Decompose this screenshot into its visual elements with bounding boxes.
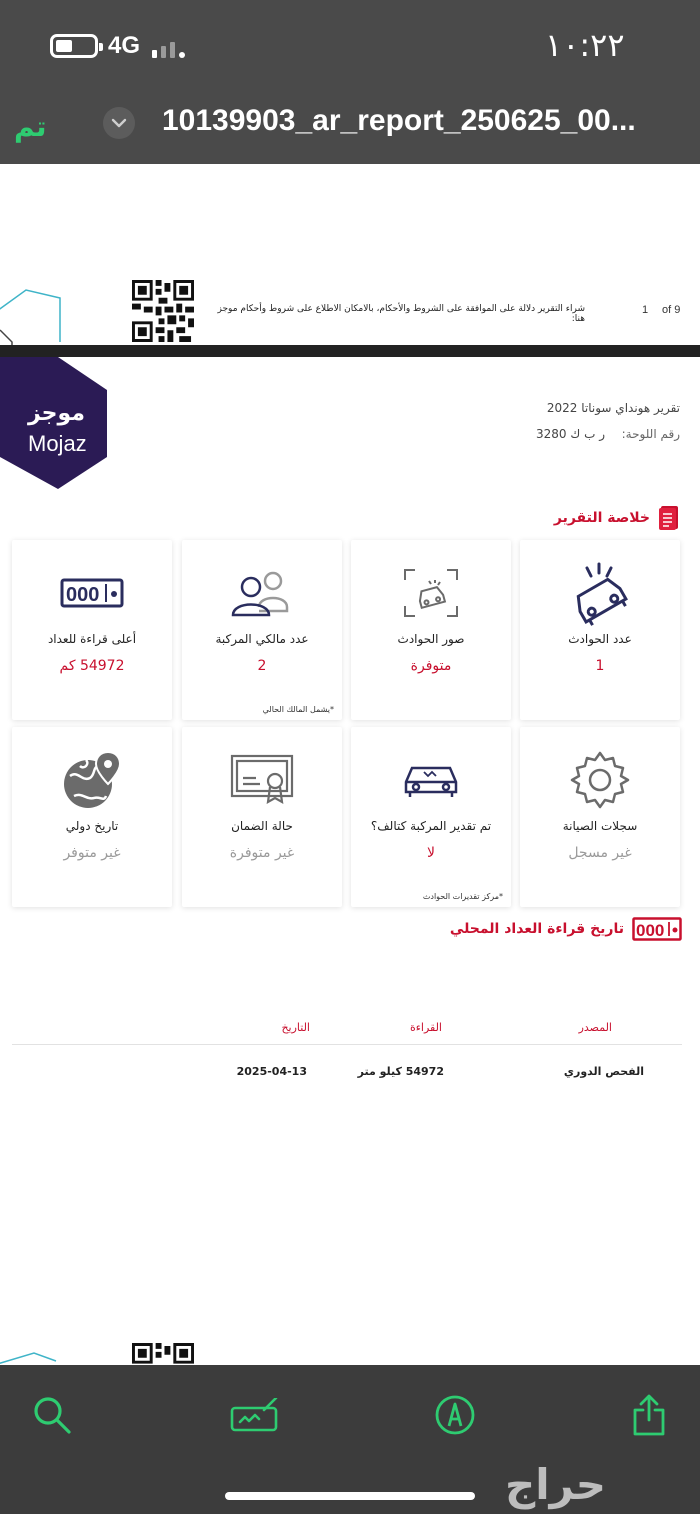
card-value: 54972 كم bbox=[59, 658, 125, 674]
summary-section-title: خلاصة التقرير bbox=[553, 510, 650, 526]
haraj-watermark: حراج bbox=[505, 1460, 607, 1509]
pdf-page-2 bbox=[0, 357, 700, 1365]
row-date: 2025-04-13 bbox=[236, 1065, 307, 1078]
page-separator bbox=[0, 345, 700, 357]
plate-value: ر ب ك 3280 bbox=[536, 427, 605, 441]
done-button[interactable]: تم bbox=[14, 110, 47, 143]
odometer-history-header bbox=[450, 917, 682, 941]
viewer-title-bar bbox=[0, 90, 700, 164]
file-name: 10139903_ar_report_250625_00... bbox=[162, 104, 636, 137]
card-value: 2 bbox=[257, 658, 267, 674]
card-accident-count bbox=[520, 540, 680, 720]
header-reading: القراءة bbox=[409, 1021, 442, 1034]
hexagon-decoration-icon bbox=[0, 1351, 70, 1365]
car-crash-icon bbox=[560, 558, 640, 628]
card-note: *يشمل المالك الحالي bbox=[262, 705, 334, 714]
qr-code-icon bbox=[132, 280, 194, 342]
owners-icon bbox=[222, 558, 302, 628]
certificate-icon bbox=[222, 745, 302, 815]
status-bar bbox=[0, 0, 700, 90]
pdf-page-1 bbox=[0, 164, 700, 345]
card-value: غير متوفر bbox=[63, 845, 121, 861]
card-label: عدد الحوادث bbox=[568, 632, 632, 646]
card-label: سجلات الصيانة bbox=[562, 819, 638, 833]
odometer-table-header bbox=[12, 1013, 682, 1045]
logo-arabic-text: موجز bbox=[28, 401, 85, 426]
card-owners-count bbox=[182, 540, 342, 720]
report-document-icon bbox=[658, 505, 680, 531]
qr-code-icon bbox=[132, 1343, 194, 1365]
home-indicator[interactable] bbox=[225, 1492, 475, 1500]
search-icon[interactable] bbox=[30, 1393, 74, 1437]
clock: ١٠:٢٢ bbox=[545, 26, 625, 64]
card-label: عدد مالكي المركبة bbox=[215, 632, 309, 646]
odometer-red-icon bbox=[632, 917, 682, 941]
card-label: تم تقدير المركبة كتالف؟ bbox=[370, 819, 492, 833]
card-value: غير مسجل bbox=[568, 845, 632, 861]
card-value: 1 bbox=[595, 658, 605, 674]
plate-label: رقم اللوحة: bbox=[621, 427, 680, 441]
row-reading: 54972 كيلو متر bbox=[357, 1065, 444, 1078]
card-label: أعلى قراءة للعداد bbox=[47, 632, 137, 646]
svg-text:000: 000 bbox=[66, 584, 100, 606]
logo-english-text: Mojaz bbox=[28, 431, 87, 456]
card-label: تاريخ دولي bbox=[65, 819, 119, 833]
odometer-icon bbox=[52, 558, 132, 628]
svg-text:000: 000 bbox=[636, 921, 665, 940]
card-label: حالة الضمان bbox=[231, 819, 293, 833]
terms-footer-note: شراء التقرير دلالة على الموافقة على الشروط والأحكام، بالامكان الاطلاع على شروط وأحكام موجز هنا: bbox=[217, 304, 585, 324]
network-type: 4G bbox=[108, 32, 141, 59]
globe-pin-icon bbox=[52, 745, 132, 815]
report-title: تقرير هونداي سوناتا 2022 bbox=[546, 401, 680, 415]
card-value: غير متوفرة bbox=[229, 845, 295, 861]
mojaz-logo bbox=[0, 357, 115, 492]
card-warranty-status bbox=[182, 727, 342, 907]
summary-section-header bbox=[554, 505, 680, 531]
card-note: *مركز تقديرات الحوادث bbox=[422, 892, 503, 901]
hexagon-decoration-icon bbox=[0, 282, 90, 345]
page-number: 1 bbox=[642, 304, 649, 316]
chevron-down-icon[interactable] bbox=[103, 107, 135, 139]
share-icon[interactable] bbox=[627, 1393, 671, 1437]
page-total: of 9 bbox=[662, 304, 681, 316]
signature-icon[interactable] bbox=[230, 1393, 280, 1437]
card-label: صور الحوادث bbox=[397, 632, 465, 646]
markup-pen-icon[interactable] bbox=[433, 1393, 477, 1437]
odometer-history-title: تاريخ قراءة العداد المحلي bbox=[449, 921, 624, 937]
card-international-history bbox=[12, 727, 172, 907]
battery-icon bbox=[50, 34, 98, 58]
header-date: التاريخ bbox=[281, 1021, 310, 1034]
card-maintenance-records bbox=[520, 727, 680, 907]
signal-icon bbox=[152, 38, 192, 58]
damaged-car-icon bbox=[391, 745, 471, 815]
card-value: متوفرة bbox=[410, 658, 452, 674]
card-highest-odometer bbox=[12, 540, 172, 720]
card-total-loss bbox=[351, 727, 511, 907]
gear-icon bbox=[560, 745, 640, 815]
row-source: الفحص الدوري bbox=[563, 1065, 644, 1078]
card-accident-photos bbox=[351, 540, 511, 720]
header-source: المصدر bbox=[578, 1021, 612, 1034]
accident-photo-icon bbox=[391, 558, 471, 628]
card-value: لا bbox=[427, 845, 435, 861]
